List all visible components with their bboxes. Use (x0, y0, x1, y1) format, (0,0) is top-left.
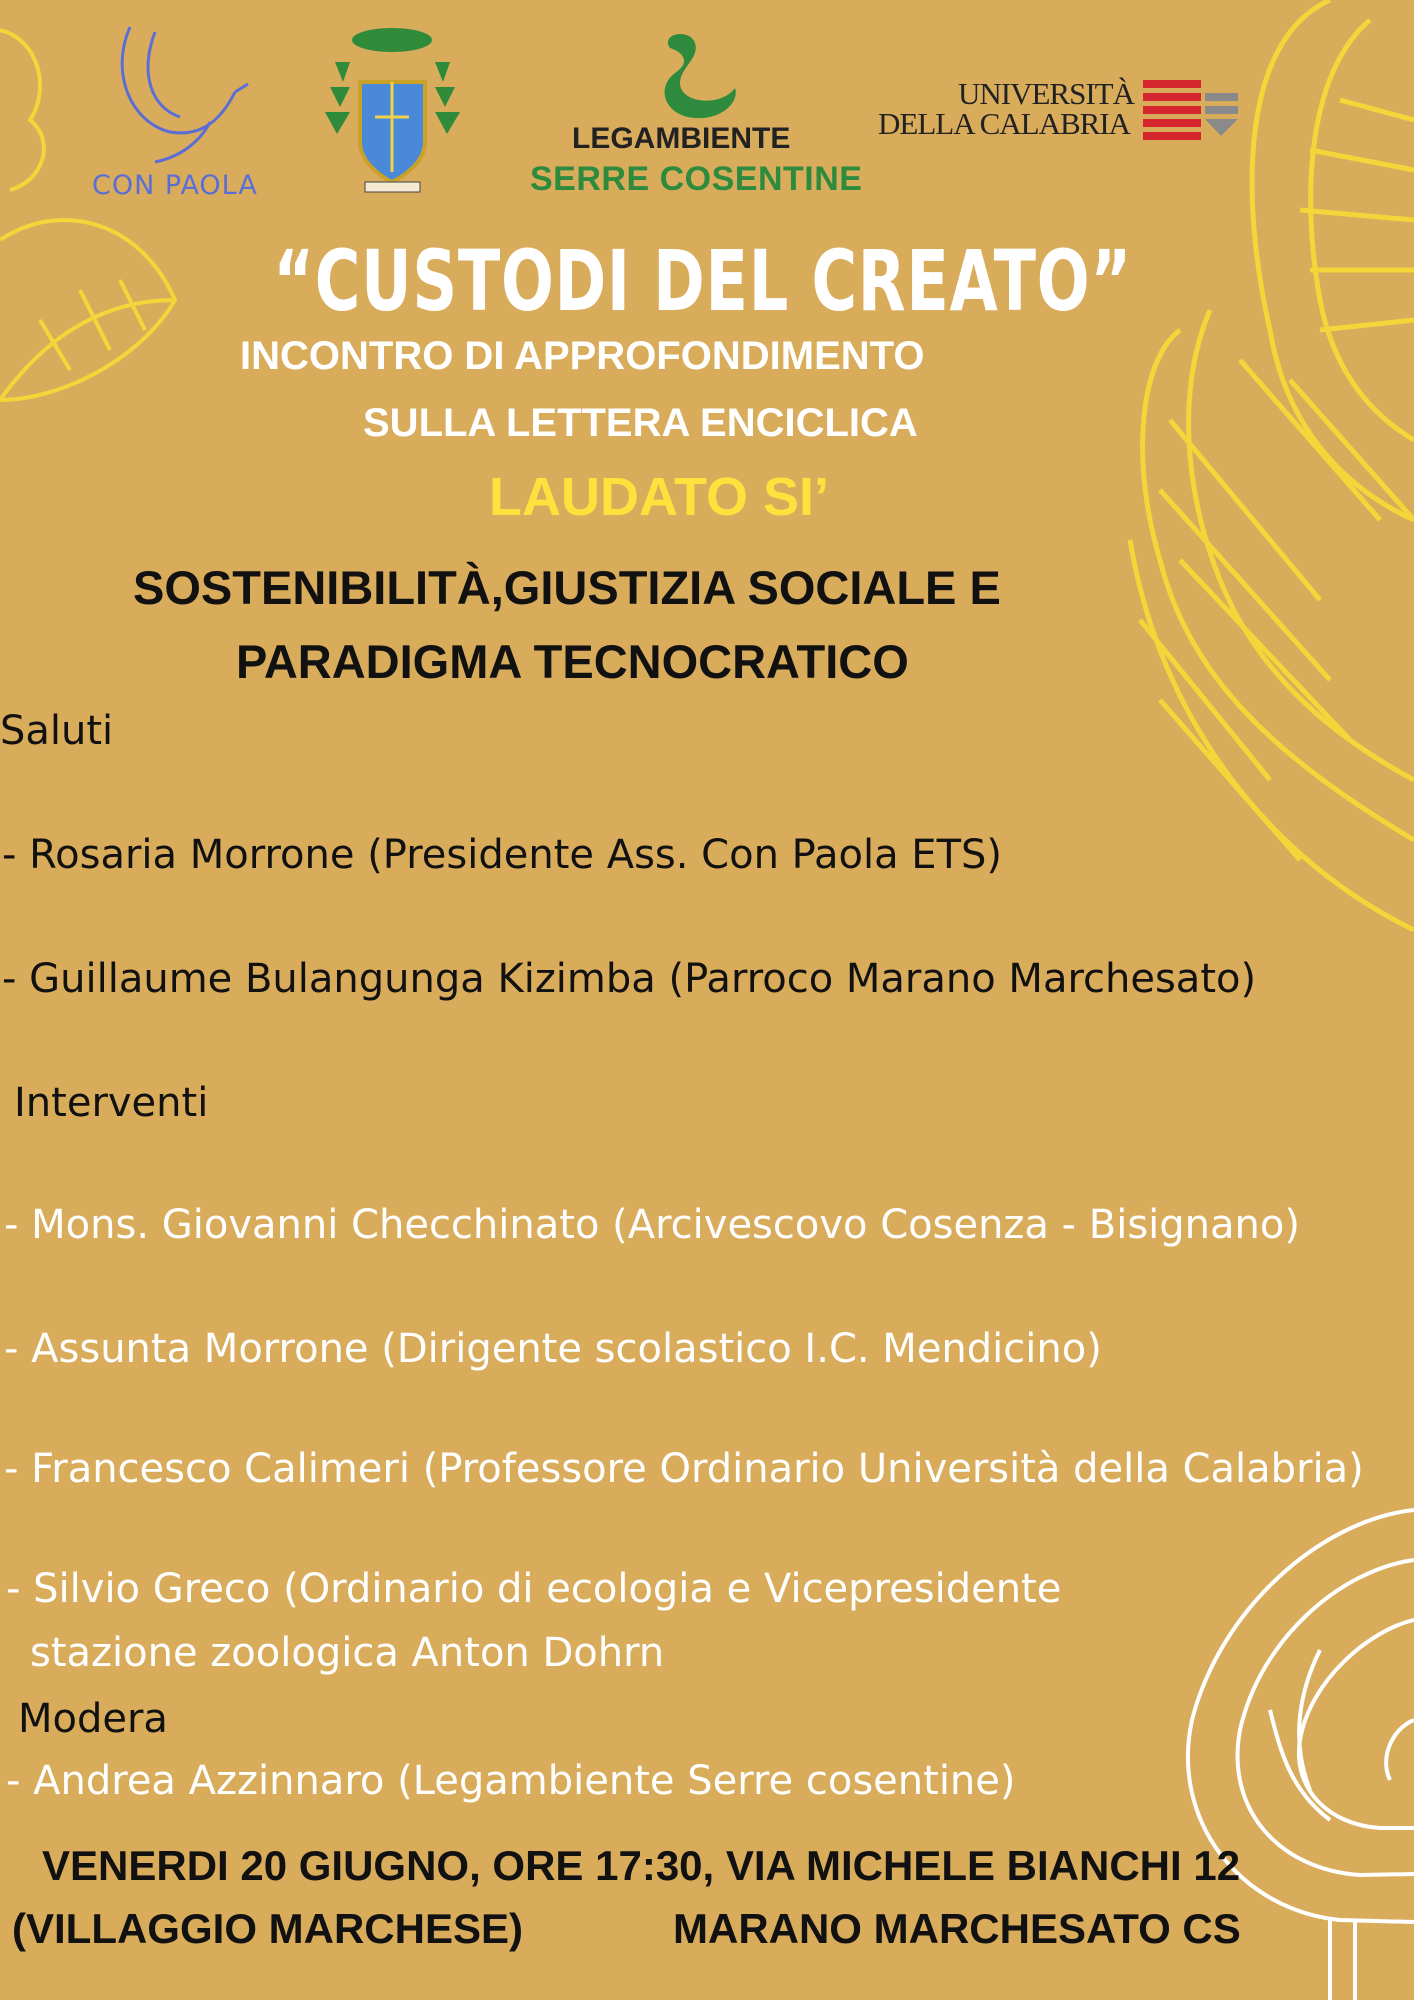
theme-line1: SOSTENIBILITÀ,GIUSTIZIA SOCIALE E (133, 561, 1001, 614)
theme-line2: PARADIGMA TECNOCRATICO (236, 635, 909, 688)
event-area: (VILLAGGIO MARCHESE) (12, 1905, 523, 1952)
unical-logo-line2: DELLA CALABRIA (878, 106, 1131, 141)
interventi-speaker-1: - Mons. Giovanni Checchinato (Arcivescovo Cosenza - Bisignano) (4, 1202, 1300, 1248)
interventi-speaker-2: - Assunta Morrone (Dirigente scolastico I.C. Mendicino) (4, 1326, 1102, 1372)
interventi-speaker-3: - Francesco Calimeri (Professore Ordinario Università della Calabria) (4, 1446, 1364, 1492)
legambiente-swan-logo-icon (650, 28, 745, 123)
legambiente-logo-subtitle: SERRE COSENTINE (530, 160, 863, 198)
subtitle-line1: INCONTRO DI APPROFONDIMENTO (240, 334, 925, 378)
leaf-right-illustration (1120, 0, 1414, 1000)
leaf-topleft-illustration (0, 0, 200, 420)
interventi-speaker-4: - Silvio Greco (Ordinario di ecologia e Vicepresidente (6, 1566, 1062, 1612)
unical-logo-line1: UNIVERSITÀ (958, 76, 1134, 111)
event-title: “CUSTODI DEL CREATO” (273, 232, 1132, 330)
modera-label: Modera (18, 1696, 168, 1742)
moderator: - Andrea Azzinnaro (Legambiente Serre cosentine) (6, 1758, 1016, 1804)
interventi-label: Interventi (14, 1080, 209, 1126)
dove-logo-icon (110, 22, 250, 172)
saluti-label: Saluti (0, 708, 114, 754)
encyclical-name: LAUDATO SI’ (489, 467, 830, 527)
legambiente-logo-name: LEGAMBIENTE (572, 122, 791, 155)
archbishop-coat-of-arms-icon (325, 22, 460, 197)
conpaola-logo-text: CON PAOLA (92, 170, 258, 201)
event-date-place: VENERDI 20 GIUGNO, ORE 17:30, VIA MICHELE BIANCHI 12 (42, 1842, 1241, 1889)
unical-logo-mark-icon (1143, 80, 1238, 142)
event-town: MARANO MARCHESATO CS (673, 1905, 1241, 1952)
saluti-speaker-2: - Guillaume Bulangunga Kizimba (Parroco Marano Marchesato) (2, 956, 1257, 1002)
subtitle-line2: SULLA LETTERA ENCICLICA (363, 401, 918, 445)
interventi-speaker-4-cont: stazione zoologica Anton Dohrn (30, 1630, 665, 1676)
saluti-speaker-1: - Rosaria Morrone (Presidente Ass. Con Paola ETS) (2, 832, 1002, 878)
